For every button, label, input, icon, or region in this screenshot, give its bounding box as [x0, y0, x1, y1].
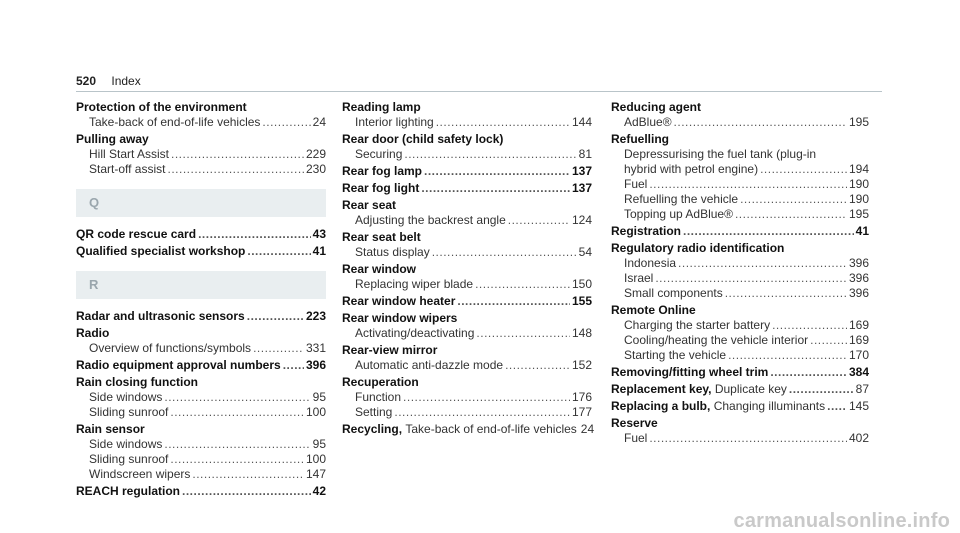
sub-entry[interactable]: Topping up AdBlue® ..... 195: [611, 207, 869, 222]
page-ref: 87: [855, 382, 869, 396]
page-ref: 190: [848, 177, 869, 191]
entry-title-line: Rear fog lamp ..... 137: [342, 164, 592, 179]
sub-entry[interactable]: Adjusting the backrest angle ..... 124: [342, 213, 592, 228]
sub-entry[interactable]: Sliding sunroof ..... 100: [76, 452, 326, 467]
index-entry: [76, 375, 326, 420]
entry-title: Recuperation: [342, 375, 419, 389]
index-entry[interactable]: [76, 309, 326, 324]
page-ref: 396: [305, 358, 326, 372]
entry-title-line: Radio equipment approval numbers ..... 396: [76, 358, 326, 373]
sub-entry[interactable]: Fuel ..... 402: [611, 431, 869, 446]
page-ref: 137: [571, 181, 592, 195]
page-ref: 150: [571, 277, 592, 291]
entry-title: Rear door (child safety lock): [342, 132, 504, 146]
page-ref: 194: [848, 162, 869, 176]
page-ref: 100: [305, 452, 326, 466]
index-entry: [342, 132, 592, 162]
entry-title: Pulling away: [76, 132, 149, 146]
page-ref: 124: [571, 213, 592, 227]
entry-title-line: REACH regulation ..... 42: [76, 484, 326, 499]
index-entry: [342, 100, 592, 130]
entry-title-line: Rear window heater ..... 155: [342, 294, 592, 309]
sub-entry[interactable]: Status display ..... 54: [342, 245, 592, 260]
sub-entry[interactable]: Automatic anti-dazzle mode ..... 152: [342, 358, 592, 373]
sub-entry[interactable]: Charging the starter battery ..... 169: [611, 318, 869, 333]
sub-entry[interactable]: Hill Start Assist ..... 229: [76, 147, 326, 162]
entry-title-line: Recycling, Take-back of end-of-life vehicles 24: [342, 422, 595, 436]
entry-title-line: Qualified specialist workshop ..... 41: [76, 244, 326, 259]
sub-entry[interactable]: AdBlue® ..... 195: [611, 115, 869, 130]
sub-entry[interactable]: Setting ..... 177: [342, 405, 592, 420]
index-entry: [611, 132, 869, 222]
page-ref: 169: [848, 318, 869, 332]
sub-entry[interactable]: Activating/deactivating ..... 148: [342, 326, 592, 341]
sub-entry[interactable]: Starting the vehicle ..... 170: [611, 348, 869, 363]
page-ref: 396: [848, 256, 869, 270]
sub-entry[interactable]: Indonesia ..... 396: [611, 256, 869, 271]
index-entry: [611, 303, 869, 363]
index-entry[interactable]: [342, 294, 592, 309]
entry-title: Reducing agent: [611, 100, 702, 114]
entry-title: Rain sensor: [76, 422, 145, 436]
index-entry: [342, 230, 592, 260]
sub-entry[interactable]: Windscreen wipers ..... 147: [76, 467, 326, 482]
page-ref: 229: [305, 147, 326, 161]
entry-title: Protection of the environment: [76, 100, 247, 114]
sub-entry[interactable]: Overview of functions/symbols ..... 331: [76, 341, 326, 356]
page-ref: 176: [571, 390, 592, 404]
page-ref: 41: [312, 244, 326, 258]
page-ref: 384: [848, 365, 869, 379]
index-entry: [342, 311, 592, 341]
sub-entry[interactable]: hybrid with petrol engine) ..... 194: [611, 162, 869, 177]
sub-entry[interactable]: Take-back of end-of-life vehicles ..... 24: [76, 115, 326, 130]
page-ref: 95: [312, 437, 326, 451]
entry-title-line: Registration ..... 41: [611, 224, 869, 239]
page-ref: 24: [312, 115, 326, 129]
page-ref: 169: [848, 333, 869, 347]
page-ref: 396: [848, 286, 869, 300]
index-entry: [76, 100, 326, 130]
page-ref: 81: [578, 147, 592, 161]
index-entry[interactable]: [342, 164, 592, 179]
index-entry[interactable]: [76, 227, 326, 242]
index-entry: [611, 100, 869, 130]
page-ref: 54: [578, 245, 592, 259]
index-entry: [76, 132, 326, 177]
index-entry: [611, 416, 869, 446]
index-entry: [342, 375, 592, 420]
entry-title-line: Rear fog light ..... 137: [342, 181, 592, 196]
entry-title: Remote Online: [611, 303, 696, 317]
index-entry[interactable]: [611, 224, 869, 239]
page-ref: 155: [571, 294, 592, 308]
index-column-2: [342, 100, 595, 439]
page-ref: 43: [312, 227, 326, 241]
sub-entry[interactable]: Function ..... 176: [342, 390, 592, 405]
page-ref: 170: [848, 348, 869, 362]
index-entry: [76, 422, 326, 482]
section-title: Index: [111, 74, 141, 88]
entry-title: Rear window: [342, 262, 417, 276]
sub-entry[interactable]: Securing ..... 81: [342, 147, 592, 162]
index-entry: [342, 198, 592, 228]
sub-entry[interactable]: Sliding sunroof ..... 100: [76, 405, 326, 420]
sub-entry[interactable]: Side windows ..... 95: [76, 437, 326, 452]
page-ref: 195: [848, 115, 869, 129]
watermark: carmanualsonline.info: [733, 510, 950, 532]
page-ref: 195: [848, 207, 869, 221]
page-number: 520: [76, 74, 97, 88]
page-ref: 145: [848, 399, 869, 413]
sub-entry[interactable]: Refuelling the vehicle ..... 190: [611, 192, 869, 207]
index-entry[interactable]: [342, 181, 592, 196]
page-ref: 177: [571, 405, 592, 419]
index-entry[interactable]: [611, 365, 869, 380]
sub-entry[interactable]: Side windows ..... 95: [76, 390, 326, 405]
index-column-1: [76, 100, 326, 501]
index-entry[interactable]: [76, 244, 326, 259]
sub-entry[interactable]: Interior lighting ..... 144: [342, 115, 592, 130]
entry-title-line: Removing/fitting wheel trim ..... 384: [611, 365, 869, 380]
sub-entry[interactable]: Cooling/heating the vehicle interior ..... 169: [611, 333, 869, 348]
index-entry[interactable]: [611, 399, 869, 414]
page-ref: 137: [571, 164, 592, 178]
page-ref: 41: [855, 224, 869, 238]
page-ref: 230: [305, 162, 326, 176]
sub-entry[interactable]: Replacing wiper blade ..... 150: [342, 277, 592, 292]
entry-title-line: Replacement key, Duplicate key ..... 87: [611, 382, 869, 397]
index-entry: [342, 262, 592, 292]
page-ref: 42: [312, 484, 326, 498]
index-entry[interactable]: [76, 358, 326, 373]
page-ref: 331: [305, 341, 326, 355]
page-ref: 396: [848, 271, 869, 285]
index-entry[interactable]: [611, 382, 869, 397]
sub-entry[interactable]: Israel ..... 396: [611, 271, 869, 286]
page-ref: 95: [312, 390, 326, 404]
page-ref: 144: [571, 115, 592, 129]
header-rule: [76, 91, 882, 92]
page-ref: 152: [571, 358, 592, 372]
entry-title: Regulatory radio identification: [611, 241, 785, 255]
sub-entry[interactable]: Start-off assist ..... 230: [76, 162, 326, 177]
entry-title-line: Radar and ultrasonic sensors ..... 223: [76, 309, 326, 324]
entry-title: Refuelling: [611, 132, 670, 146]
page-ref: 100: [305, 405, 326, 419]
entry-title: Rear seat belt: [342, 230, 421, 244]
entry-title: Rear seat: [342, 198, 397, 212]
entry-title: Rear window wipers: [342, 311, 458, 325]
page-ref: 24: [580, 422, 595, 436]
index-entry: [342, 343, 592, 373]
page-header: [76, 74, 141, 88]
index-entry: [76, 326, 326, 356]
letter-band-r: R: [76, 271, 326, 299]
page-ref: 148: [571, 326, 592, 340]
entry-title: Rear-view mirror: [342, 343, 438, 357]
entry-title-line: Replacing a bulb, Changing illuminants ..... 145: [611, 399, 869, 414]
sub-entry-continued: Depressurising the fuel tank (plug-in: [624, 147, 817, 161]
entry-title-line: QR code rescue card ..... 43: [76, 227, 326, 242]
sub-entry[interactable]: Fuel ..... 190: [611, 177, 869, 192]
page-ref: 147: [305, 467, 326, 481]
index-entry: [611, 241, 869, 301]
index-entry[interactable]: [76, 484, 326, 499]
entry-title: Radio: [76, 326, 110, 340]
index-entry[interactable]: [342, 422, 595, 437]
sub-entry[interactable]: Small components ..... 396: [611, 286, 869, 301]
entry-title: Reading lamp: [342, 100, 421, 114]
page-ref: 223: [305, 309, 326, 323]
entry-title: Rain closing function: [76, 375, 198, 389]
index-column-3: [611, 100, 869, 448]
page-ref: 402: [848, 431, 869, 445]
letter-band-q: Q: [76, 189, 326, 217]
page-ref: 190: [848, 192, 869, 206]
entry-title: Reserve: [611, 416, 658, 430]
